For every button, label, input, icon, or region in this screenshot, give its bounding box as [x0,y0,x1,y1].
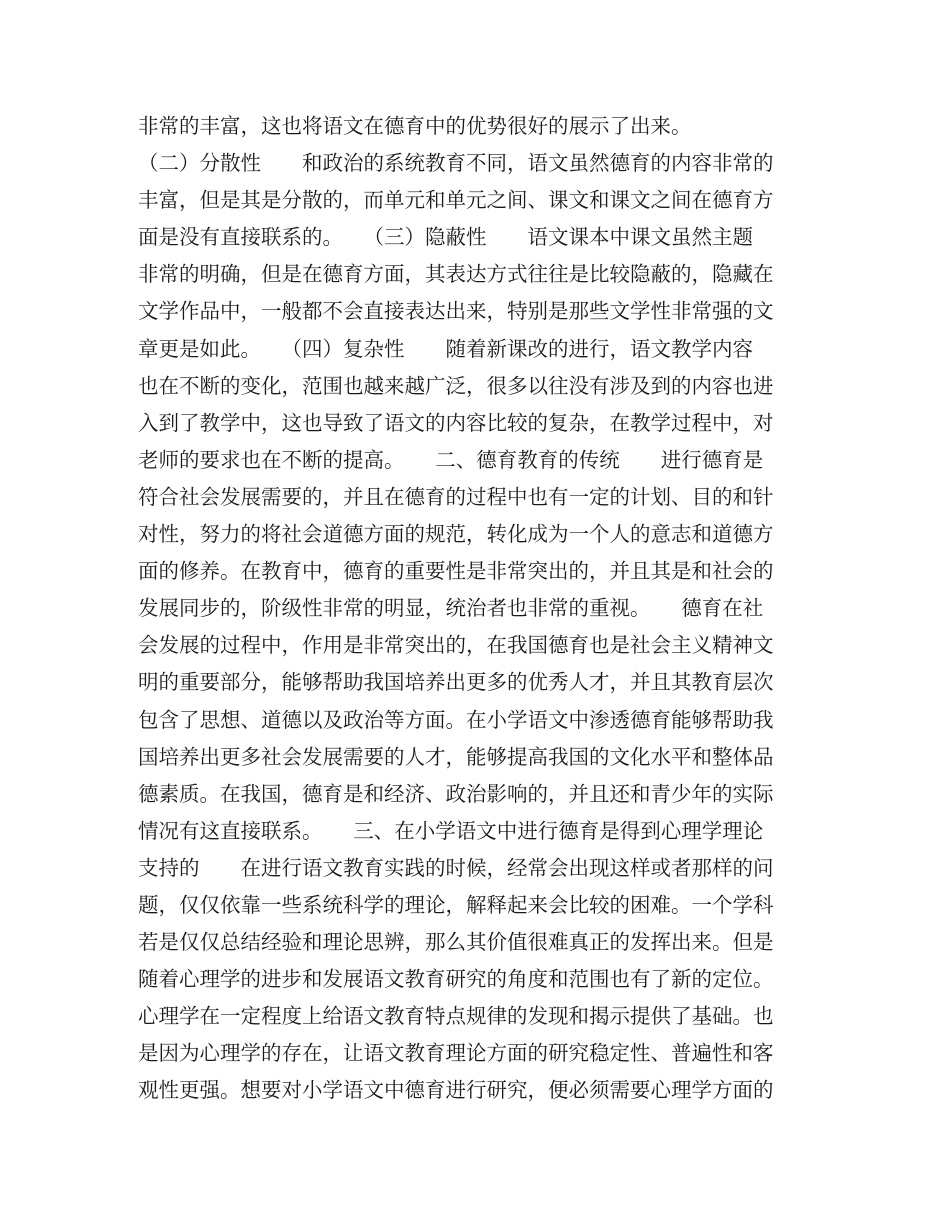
text-line: 是因为心理学的存在，让语文教育理论方面的研究稳定性、普遍性和客 [138,1041,774,1066]
text-line: 心理学在一定程度上给语文教育特点规律的发现和揭示提供了基础。也 [138,1004,774,1029]
text-line: 面的修养。在教育中，德育的重要性是非常突出的，并且其是和社会的 [138,559,774,584]
text-line: 老师的要求也在不断的提高。 二、德育教育的传统 进行德育是 [138,447,764,472]
body-text [138,108,814,1110]
text-line: 观性更强。想要对小学语文中德育进行研究，便必须需要心理学方面的 [138,1078,774,1103]
text-line: 入到了教学中，这也导致了语文的内容比较的复杂，在教学过程中，对 [138,410,774,435]
text-line: 也在不断的变化，范围也越来越广泛，很多以往没有涉及到的内容也进 [138,373,774,398]
text-line: 德素质。在我国，德育是和经济、政治影响的，并且还和青少年的实际 [138,781,774,806]
text-line: 对性，努力的将社会道德方面的规范，转化成为一个人的意志和道德方 [138,522,774,547]
text-line: 非常的丰富，这也将语文在德育中的优势很好的展示了出来。 [138,114,692,138]
text-line: 题，仅仅依靠一些系统科学的理论，解释起来会比较的困难。一个学科 [138,892,774,917]
text-line: 文学作品中，一般都不会直接表达出来，特别是那些文学性非常强的文 [138,299,774,324]
text-line: 会发展的过程中，作用是非常突出的，在我国德育也是社会主义精神文 [138,633,774,658]
text-line: 面是没有直接联系的。 （三）隐蔽性 语文课本中课文虽然主题 [138,225,753,250]
text-line: 非常的明确，但是在德育方面，其表达方式往往是比较隐蔽的，隐藏在 [138,262,774,287]
text-line: 章更是如此。 （四）复杂性 随着新课改的进行，语文教学内容 [138,336,753,361]
text-line: 国培养出更多社会发展需要的人才，能够提高我国的文化水平和整体品 [138,744,774,769]
text-line: 符合社会发展需要的，并且在德育的过程中也有一定的计划、目的和针 [138,484,774,509]
text-line: 包含了思想、道德以及政治等方面。在小学语文中渗透德育能够帮助我 [138,707,774,732]
text-line: 若是仅仅总结经验和理论思辨，那么其价值很难真正的发挥出来。但是 [138,930,774,955]
text-line: 随着心理学的进步和发展语文教育研究的角度和范围也有了新的定位。 [138,967,774,992]
text-line: 发展同步的，阶级性非常的明显，统治者也非常的重视。 德育在社 [138,596,764,621]
text-line: 丰富，但是其是分散的，而单元和单元之间、课文和课文之间在德育方 [138,188,774,213]
text-line: 支持的 在进行语文教育实践的时候，经常会出现这样或者那样的问 [138,855,774,880]
text-line: 情况有这直接联系。 三、在小学语文中进行德育是得到心理学理论 [138,818,764,843]
text-line: 明的重要部分，能够帮助我国培养出更多的优秀人才，并且其教育层次 [138,670,774,695]
text-line: （二）分散性 和政治的系统教育不同，语文虽然德育的内容非常的 [138,151,774,176]
